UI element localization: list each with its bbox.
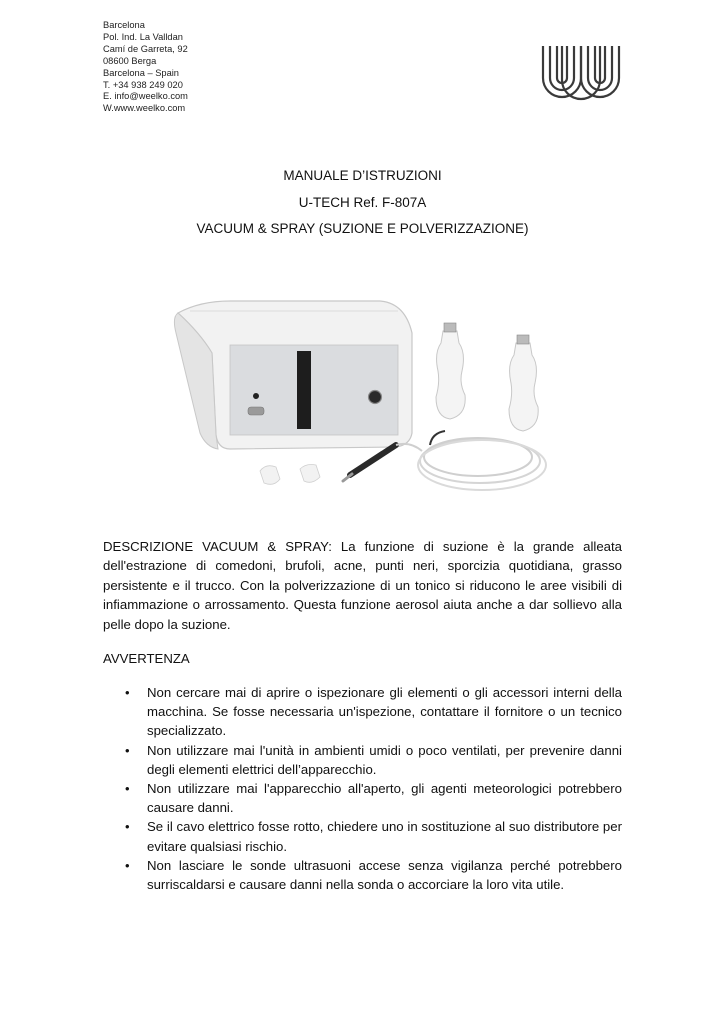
company-address bbox=[103, 20, 188, 115]
warning-heading: AVVERTENZA bbox=[103, 651, 190, 666]
list-item-text: Non cercare mai di aprire o ispezionare gli elementi o gli accessori interni della macchina. Se fosse necessaria un'ispezione, contattare il fornitore o un tecnico specializzato. bbox=[147, 685, 622, 739]
address-email: E. info@weelko.com bbox=[103, 91, 188, 102]
address-line: 08600 Berga bbox=[103, 55, 157, 66]
document-title bbox=[0, 163, 725, 243]
address-phone: T. +34 938 249 020 bbox=[103, 79, 183, 90]
bullet-icon: • bbox=[125, 742, 130, 758]
list-item bbox=[103, 741, 622, 779]
list-item-text: Non utilizzare mai l'apparecchio all'aperto, gli agenti meteorologici potrebbero causare danni. bbox=[147, 781, 622, 816]
list-item bbox=[103, 856, 622, 894]
manual-title: MANUALE D’ISTRUZIONI bbox=[283, 168, 442, 183]
address-line: Barcelona bbox=[103, 20, 145, 30]
address-website: W.www.weelko.com bbox=[103, 103, 186, 114]
bullet-icon: • bbox=[125, 685, 130, 700]
vacuum-spray-device-image bbox=[160, 293, 560, 503]
address-line: Pol. Ind. La Valldan bbox=[103, 31, 183, 42]
list-item bbox=[103, 779, 622, 817]
list-item-text: Non lasciare le sonde ultrasuoni accese senza vigilanza perché potrebbero surriscaldarsi e causare danni nella sonda o accorciare la loro vita utile. bbox=[147, 857, 622, 893]
address-line: Barcelona – Spain bbox=[103, 67, 179, 78]
list-item bbox=[103, 817, 622, 855]
list-item-text: Non utilizzare mai l'unità in ambienti umidi o poco ventilati, per prevenire danni degli elementi elettrici dell’apparecchio. bbox=[147, 742, 622, 777]
product-function: VACUUM & SPRAY (SUZIONE E POLVERIZZAZIONE) bbox=[196, 221, 529, 236]
description-paragraph: DESCRIZIONE VACUUM & SPRAY: La funzione di suzione è la grande alleata dell'estrazione di comedoni, brufoli, acne, punti neri, sporcizia quotidiana, grasso persistente e il trucco. Con la polverizzazione di un tonico si riducono le aree visibili di infiammazione o arrossamento. Questa funzione aerosol aiuta anche a dar sollievo alla pelle dopo la suzione. bbox=[103, 539, 622, 632]
list-item-text: Se il cavo elettrico fosse rotto, chiedere uno in sostituzione al suo distributore per evitare qualsiasi rischio. bbox=[147, 819, 622, 854]
list-item bbox=[103, 683, 622, 741]
warning-list bbox=[103, 683, 622, 894]
product-reference: U-TECH Ref. F-807A bbox=[298, 194, 427, 210]
address-line: Camí de Garreta, 92 bbox=[103, 43, 188, 54]
bullet-icon: • bbox=[125, 857, 130, 873]
bullet-icon: • bbox=[125, 781, 130, 797]
bullet-icon: • bbox=[125, 819, 130, 835]
weelko-w-logo-icon bbox=[540, 42, 622, 104]
